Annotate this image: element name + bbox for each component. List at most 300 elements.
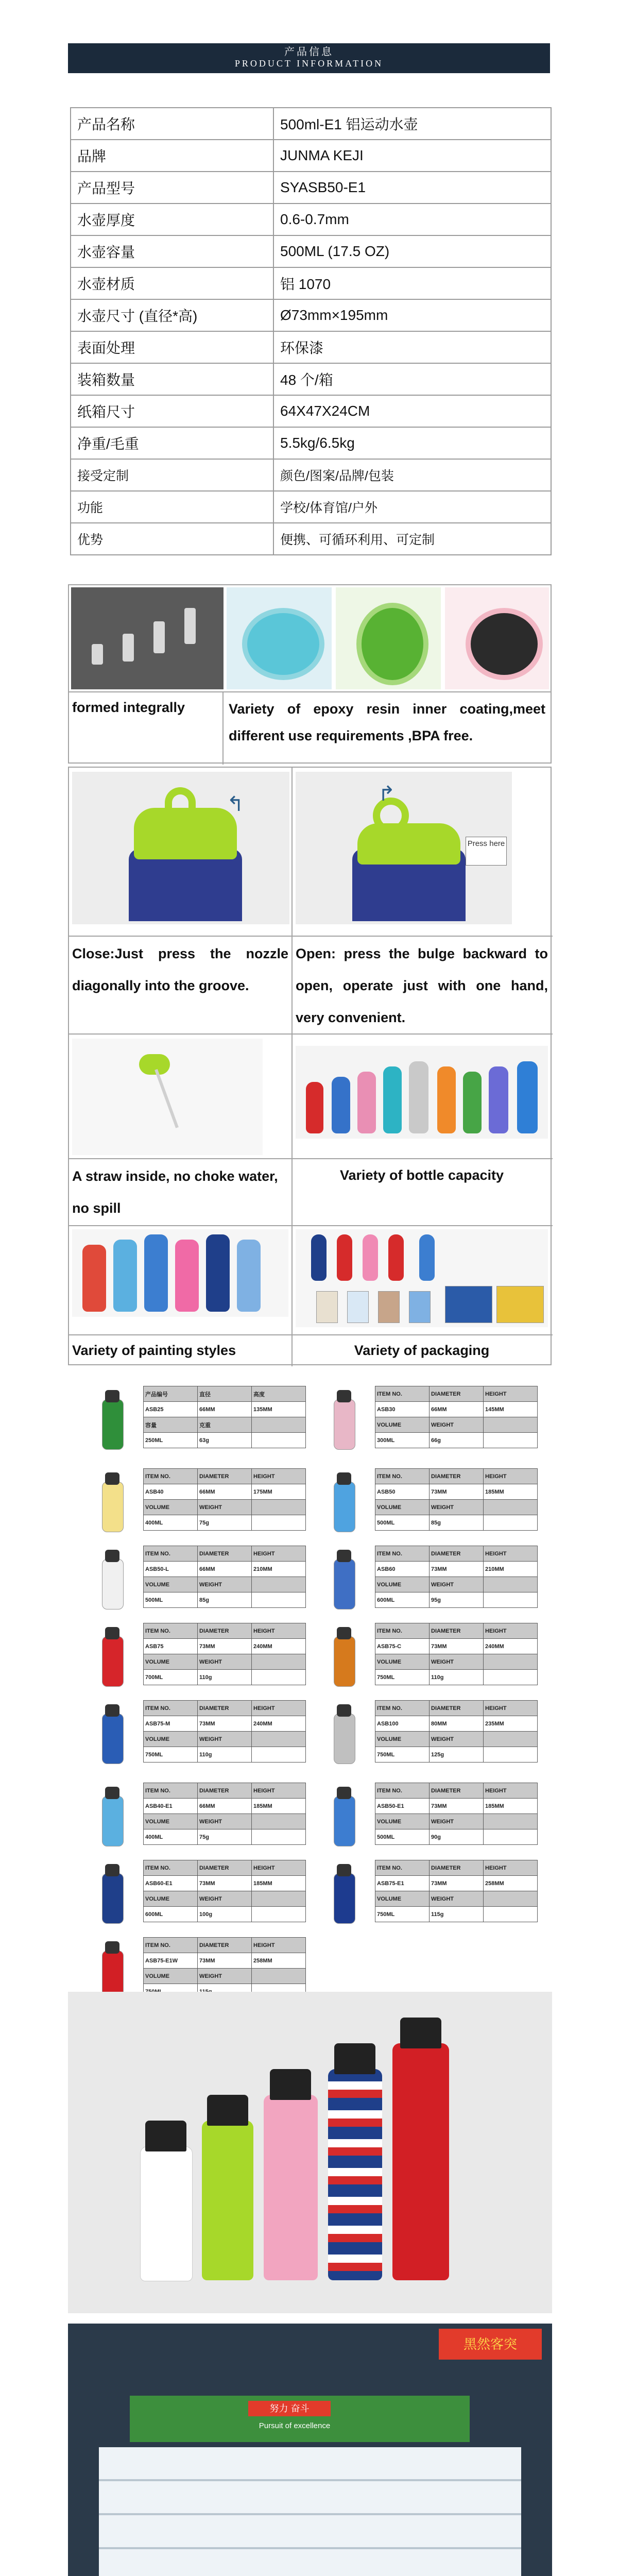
product-spec-card [96,1386,312,1453]
grid-line [291,936,553,937]
caption-epoxy: Variety of epoxy resin inner coating,meet different use requirements ,BPA free. [229,701,545,743]
spec-cell: 66MM [198,1562,252,1577]
spec-row [144,1783,306,1799]
bottle-shape [388,1234,404,1281]
capacity-photo [296,1046,548,1139]
spec-row [375,1577,538,1592]
spec-cell: ITEM NO. [144,1783,198,1799]
header-title-zh: 产品信息 [284,46,334,58]
spec-cell: 110g [198,1670,252,1685]
spec-row [144,1747,306,1762]
spec-value: 64X47X24CM [273,395,551,427]
bottle-cap [400,2018,441,2048]
spec-cell [484,1891,538,1907]
spec-cell: 克重 [198,1417,252,1433]
bottle-shape [113,1240,137,1312]
spec-cell: HEIGHT [252,1546,306,1562]
spec-row [144,1639,306,1654]
product-spec-table [375,1783,538,1845]
coating-photo-green [336,587,441,689]
bottle-shape [419,1234,435,1281]
spec-cell: 95g [430,1592,484,1608]
spec-cell: ITEM NO. [144,1860,198,1876]
spec-cell: WEIGHT [198,1814,252,1829]
spec-cell: 235MM [484,1716,538,1732]
spec-cell: ASB50-L [144,1562,198,1577]
spec-row [144,1953,306,1969]
spec-row [144,1716,306,1732]
bottle-shape [437,1066,456,1133]
spec-row [71,267,551,299]
spec-cell [252,1732,306,1747]
spec-cell: ITEM NO. [375,1386,430,1402]
spec-cell: ASB75 [144,1639,198,1654]
spec-cell [484,1654,538,1670]
spec-row [71,235,551,267]
spec-cell: 80MM [430,1716,484,1732]
bottle-cap [145,2121,186,2151]
bottle-cap [105,1941,119,1954]
grid-divider [291,768,293,1366]
bottle-shape [489,1066,508,1133]
spec-cell [484,1500,538,1515]
spec-cell [252,1829,306,1845]
spec-row [144,1876,306,1891]
product-thumb [96,1546,129,1612]
straw-tube [154,1069,179,1128]
bottle-striped [328,2069,382,2280]
bottle-cap [337,1704,351,1717]
spec-row [144,1577,306,1592]
spec-row [375,1562,538,1577]
spec-cell: ASB40-E1 [144,1799,198,1814]
spec-cell: 185MM [252,1876,306,1891]
bottle-cap [337,1864,351,1876]
spec-row [144,1891,306,1907]
spec-value: 5.5kg/6.5kg [273,427,551,459]
inner-coating-photos [227,587,549,689]
spec-key: 纸箱尺寸 [71,395,273,427]
spec-cell: VOLUME [144,1732,198,1747]
spec-row [375,1639,538,1654]
spec-cell: WEIGHT [430,1732,484,1747]
product-spec-table [143,1546,306,1608]
spec-row [375,1799,538,1814]
spec-cell: 73MM [430,1799,484,1814]
spec-cell: 73MM [198,1953,252,1969]
spec-key: 产品名称 [71,108,273,140]
spec-cell [252,1814,306,1829]
spec-row [144,1515,306,1531]
product-spec-card [96,1860,312,1927]
spec-cell [252,1433,306,1448]
product-spec-card [96,1700,312,1767]
spec-row [71,491,551,523]
spec-cell: DIAMETER [430,1860,484,1876]
spec-cell: 700ML [144,1670,198,1685]
spec-value: JUNMA KEJI [273,140,551,172]
spec-cell: 145MM [484,1402,538,1417]
spec-row [144,1562,306,1577]
product-thumb [328,1386,360,1452]
product-spec-card [328,1783,544,1850]
bottle-shape [332,1077,350,1133]
spec-cell: DIAMETER [430,1469,484,1484]
close-lid-photo [72,772,289,924]
caption-painting: Variety of painting styles [72,1343,236,1358]
spec-cell [484,1907,538,1922]
spec-cell: 125g [430,1747,484,1762]
product-spec-card [328,1623,544,1690]
spec-row [375,1907,538,1922]
spec-cell: VOLUME [144,1814,198,1829]
display-shelves [99,2447,521,2576]
spec-key: 产品型号 [71,172,273,204]
product-spec-card [96,1468,312,1535]
spec-cell [252,1747,306,1762]
product-spec-table [375,1386,538,1448]
spec-value: 学校/体育馆/户外 [273,491,551,523]
package-box [316,1291,338,1323]
spec-cell: 66MM [430,1402,484,1417]
spec-cell: 750ML [375,1747,430,1762]
spec-cell: 210MM [484,1562,538,1577]
spec-row [144,1799,306,1814]
spec-cell: DIAMETER [430,1783,484,1799]
spec-row [375,1860,538,1876]
spec-key: 水壶尺寸 (直径*高) [71,299,273,331]
spec-cell: 600ML [144,1907,198,1922]
spec-cell: WEIGHT [430,1417,484,1433]
bottle-shape [409,1061,428,1133]
spec-cell: HEIGHT [252,1469,306,1484]
spec-cell [252,1592,306,1608]
spec-cell: HEIGHT [484,1783,538,1799]
spec-row [375,1592,538,1608]
bottle-shape [102,1482,124,1532]
grid-line [69,1225,553,1226]
spec-row [144,1969,306,1984]
product-spec-table [375,1468,538,1531]
bottle-shape [517,1061,538,1133]
spec-cell: 75g [198,1515,252,1531]
spec-row [71,140,551,172]
spec-cell: 73MM [198,1876,252,1891]
spec-row [71,363,551,395]
spec-cell: DIAMETER [430,1546,484,1562]
showroom-photo [68,2324,552,2576]
spec-cell [252,1654,306,1670]
spec-cell: HEIGHT [484,1860,538,1876]
spec-cell: 容量 [144,1417,198,1433]
spec-cell: HEIGHT [252,1938,306,1953]
spec-row [144,1860,306,1876]
spec-cell: ITEM NO. [375,1701,430,1716]
spec-cell: ITEM NO. [144,1701,198,1716]
spec-cell: 直径 [198,1386,252,1402]
spec-cell: ITEM NO. [144,1938,198,1953]
spec-row [144,1701,306,1716]
bottle-cap [337,1390,351,1402]
spec-value: 铝 1070 [273,267,551,299]
bottle-shape [102,1796,124,1846]
caption-straw: A straw inside, no choke water, no spill [72,1168,278,1216]
spec-cell: VOLUME [375,1654,430,1670]
bottle-shape [363,1234,378,1281]
bottle-shape [175,1240,199,1312]
spec-row [375,1654,538,1670]
bottle-green [202,2121,253,2280]
spec-row [375,1876,538,1891]
product-thumb [96,1860,129,1926]
spec-cell: 75g [198,1829,252,1845]
spec-row [375,1515,538,1531]
product-spec-table [143,1937,306,1999]
spec-key: 净重/毛重 [71,427,273,459]
bottle-shape [334,1636,355,1687]
spec-cell: 258MM [484,1876,538,1891]
spec-cell [484,1577,538,1592]
spec-cell: ITEM NO. [375,1623,430,1639]
section-header-banner [68,43,550,73]
spec-cell: HEIGHT [252,1860,306,1876]
bottle-cap [337,1472,351,1485]
bottle-cap [337,1627,351,1639]
open-lid-photo [296,772,512,924]
spec-value: 便携、可循环利用、可定制 [273,523,551,555]
painting-styles-photo [72,1229,288,1317]
spec-cell: WEIGHT [430,1891,484,1907]
spec-cell: WEIGHT [198,1969,252,1984]
spec-cell: VOLUME [375,1732,430,1747]
spec-cell: 66g [430,1433,484,1448]
spec-cell: ASB60 [375,1562,430,1577]
bottle-red [392,2043,449,2280]
product-spec-card [328,1468,544,1535]
spec-row [375,1701,538,1716]
spec-cell: ASB75-M [144,1716,198,1732]
spec-cell: HEIGHT [484,1623,538,1639]
spec-cell [484,1747,538,1762]
spec-table [70,107,552,555]
bottle-shape [334,1399,355,1450]
spec-cell [252,1891,306,1907]
bottle-shape [102,1636,124,1687]
spec-row [375,1433,538,1448]
product-thumb [96,1468,129,1534]
spec-cell: DIAMETER [198,1938,252,1953]
bottle-shape [206,1234,230,1312]
spec-cell: DIAMETER [430,1701,484,1716]
spec-cell [252,1417,306,1433]
spec-cell: 135MM [252,1402,306,1417]
spec-cell: DIAMETER [430,1623,484,1639]
spec-cell: HEIGHT [484,1469,538,1484]
spec-cell: 750ML [375,1670,430,1685]
spec-row [144,1732,306,1747]
spec-cell: WEIGHT [198,1891,252,1907]
curved-arrow-icon: ↰ [227,793,244,816]
product-thumb [96,1783,129,1849]
spec-row [71,204,551,235]
spec-cell: 73MM [430,1484,484,1500]
spec-cell: WEIGHT [430,1814,484,1829]
spec-cell: ITEM NO. [375,1783,430,1799]
caption-cell [224,691,551,765]
spec-row [71,459,551,491]
product-spec-card [96,1623,312,1690]
spec-cell: WEIGHT [430,1654,484,1670]
can-shape [92,644,103,665]
spec-cell: 185MM [252,1799,306,1814]
spec-key: 水壶容量 [71,235,273,267]
product-spec-card [328,1860,544,1927]
packaging-photo [296,1229,548,1327]
bottle-mouth-shape [356,603,428,685]
product-thumb [328,1783,360,1849]
product-spec-table [143,1860,306,1922]
spec-row [375,1829,538,1845]
product-thumb [328,1623,360,1689]
press-here-label: Press here [466,837,507,866]
bottle-shape [102,1559,124,1609]
spec-row [144,1386,306,1402]
spec-cell: ASB100 [375,1716,430,1732]
spec-cell: 600ML [375,1592,430,1608]
bottle-cap [105,1550,119,1562]
spec-row [144,1829,306,1845]
product-spec-table [143,1386,306,1448]
spec-cell: 85g [430,1515,484,1531]
can-shape [123,634,134,662]
product-spec-table [143,1783,306,1845]
spec-cell: ITEM NO. [144,1469,198,1484]
feature-block-coating [68,584,552,764]
package-box [409,1291,431,1323]
product-spec-table [375,1700,538,1762]
spec-cell: ASB75-C [375,1639,430,1654]
bottle-cap [105,1627,119,1639]
product-thumb [96,1386,129,1452]
package-box [378,1291,400,1323]
caption-open: Open: press the bulge backward to open, operate just with one hand, very convenient. [296,946,548,1025]
bottle-shape [463,1072,482,1133]
spec-cell: WEIGHT [430,1500,484,1515]
bottle-shape [334,1482,355,1532]
product-thumb [328,1468,360,1534]
spec-cell: 66MM [198,1799,252,1814]
spec-row [144,1814,306,1829]
spec-value: 颜色/图案/品牌/包装 [273,459,551,491]
spec-cell: 500ML [375,1515,430,1531]
spec-cell: VOLUME [375,1500,430,1515]
spec-cell: WEIGHT [430,1577,484,1592]
product-spec-table [143,1623,306,1685]
bottle-shape [102,1399,124,1450]
spec-row [144,1469,306,1484]
product-thumb [328,1546,360,1612]
bottle-mouth-shape [242,608,324,680]
product-thumb [96,1700,129,1766]
bottle-pink [264,2095,318,2280]
spec-cell: DIAMETER [430,1386,484,1402]
spec-cell: DIAMETER [198,1860,252,1876]
bottle-shape [237,1240,261,1312]
spec-key: 优势 [71,523,273,555]
spec-cell: HEIGHT [484,1386,538,1402]
spec-cell [252,1969,306,1984]
spec-cell: 185MM [484,1484,538,1500]
spec-cell: 250ML [144,1433,198,1448]
spec-cell: ASB50-E1 [375,1799,430,1814]
spec-cell: ITEM NO. [375,1860,430,1876]
grid-line [69,1033,553,1035]
spec-cell: WEIGHT [198,1577,252,1592]
bottle-cap [337,1787,351,1799]
spec-cell [484,1732,538,1747]
bottle-mouth-shape [466,608,543,680]
spec-value: 500ml-E1 铝运动水壶 [273,108,551,140]
spec-cell: 90g [430,1829,484,1845]
bottle-shape [82,1245,106,1312]
spec-row [375,1484,538,1500]
bottle-shape [334,1873,355,1924]
product-spec-card [328,1546,544,1613]
showroom-sign-en: Pursuit of excellence [259,2421,331,2430]
spec-key: 功能 [71,491,273,523]
spec-row [144,1433,306,1448]
spec-cell: 240MM [252,1639,306,1654]
spec-row [375,1891,538,1907]
bottle-cap [105,1704,119,1717]
spec-row [71,172,551,204]
header-title-en: PRODUCT INFORMATION [234,58,384,69]
caption-close: Close:Just press the nozzle diagonally into the groove. [72,946,288,993]
spec-cell: ASB75-E1 [375,1876,430,1891]
bottle-cap [334,2043,375,2074]
spec-key: 表面处理 [71,331,273,363]
spec-cell: 高度 [252,1386,306,1402]
spec-cell: 115g [430,1907,484,1922]
spec-cell: ITEM NO. [144,1623,198,1639]
bottle-body [129,849,242,921]
product-spec-card [96,1783,312,1850]
spec-row [144,1907,306,1922]
spec-cell: WEIGHT [198,1654,252,1670]
spec-cell: ITEM NO. [375,1469,430,1484]
spec-row [375,1747,538,1762]
bottle-shape [334,1714,355,1764]
can-shape [184,608,196,644]
grid-line [69,1158,553,1159]
spec-cell [484,1814,538,1829]
spec-cell [252,1515,306,1531]
coating-photo-pink [445,587,549,689]
bottle-cap [105,1864,119,1876]
spec-row [144,1623,306,1639]
spec-cell: 400ML [144,1515,198,1531]
product-thumb [328,1860,360,1926]
spec-row [71,395,551,427]
spec-row [144,1546,306,1562]
spec-cell: 73MM [430,1562,484,1577]
spec-cell [484,1417,538,1433]
spec-row [144,1500,306,1515]
bottle-shape [334,1796,355,1846]
spec-cell: 110g [430,1670,484,1685]
spec-cell: HEIGHT [252,1701,306,1716]
spec-row [144,1938,306,1953]
